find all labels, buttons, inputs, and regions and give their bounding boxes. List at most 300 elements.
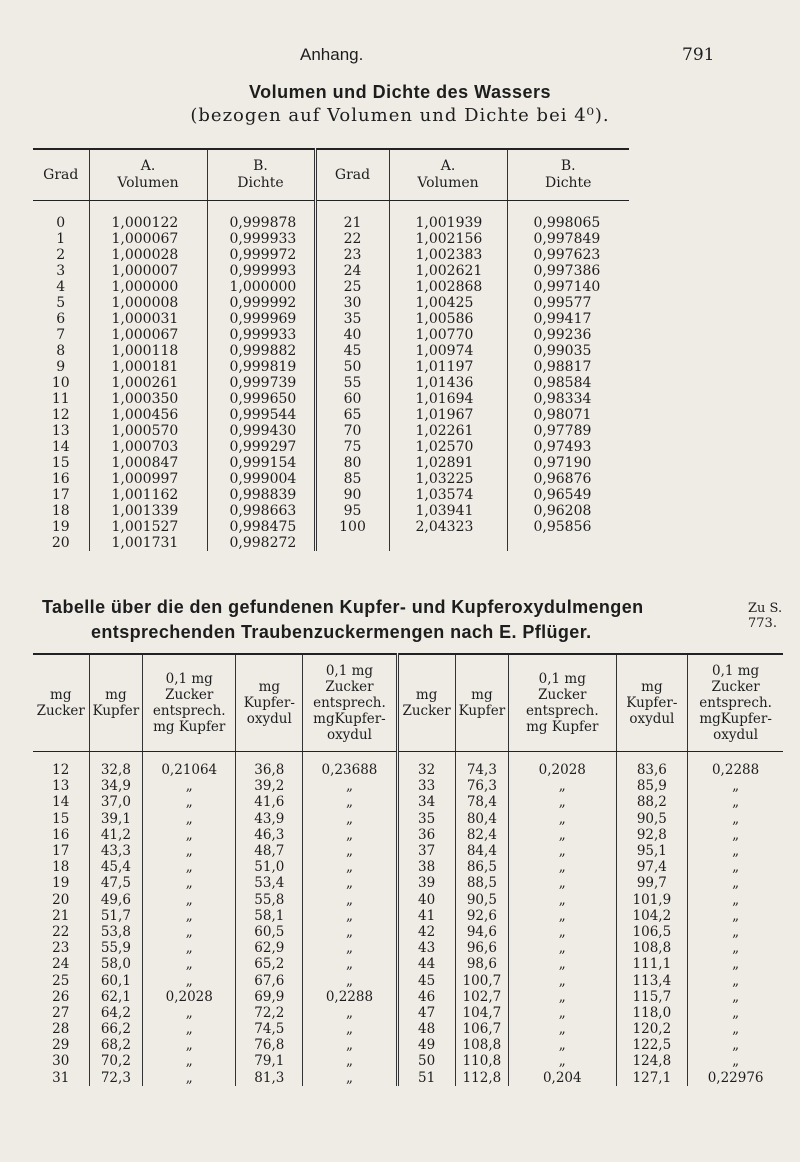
table-cell: 90 [315,487,389,503]
table-cell: 1,01436 [389,375,507,391]
table-cell: 82,4 [455,827,508,843]
table-cell: 20 [52,891,70,908]
table-cell: 34 [397,794,455,810]
table-cell: „ [688,859,783,875]
table-cell: „ [303,1037,397,1053]
table-cell: 25 [315,279,389,295]
table-cell: 0,997140 [507,279,629,295]
table-cell: 95,1 [616,843,688,859]
table-cell: „ [509,940,617,956]
table-cell: 1,002156 [389,231,507,247]
table-cell: 100,7 [455,972,508,988]
table-cell: 30 [52,1053,70,1070]
table-row [33,908,783,924]
table-row [33,391,629,407]
table-cell: 47 [397,1005,455,1021]
table-cell: 50 [397,1053,455,1069]
table-cell: „ [303,859,397,875]
table-row [33,778,783,794]
table-cell: 55,9 [89,940,143,956]
table-row [33,503,629,519]
table-cell: 0,998475 [207,519,315,535]
table-cell: 1,000031 [89,311,207,327]
table-cell: „ [143,875,236,891]
table-cell: „ [688,940,783,956]
table-row [33,1037,783,1053]
table-row [33,247,629,263]
table-cell: „ [303,924,397,940]
header-mg-kupferoxydul: mg Kupfer- oxydul [236,654,303,752]
table-row [33,1070,783,1086]
table-row [33,875,783,891]
table-cell: „ [143,972,236,988]
page-number: 791 [682,45,715,65]
table-cell: 113,4 [616,972,688,988]
header-zucker-per-oxydul: 0,1 mg Zucker entsprech. mgKupfer- oxydul [303,654,397,752]
table-cell: 6 [56,311,66,327]
table-cell: 1,001939 [389,201,507,232]
table-cell: 15 [52,810,70,827]
table-cell: „ [688,956,783,972]
table-cell: 70,2 [89,1053,143,1069]
table-cell: 84,4 [455,843,508,859]
table-cell: 0,999972 [207,247,315,263]
table-cell: „ [688,1037,783,1053]
table-cell: 0,999819 [207,359,315,375]
table-cell: „ [688,989,783,1005]
table-cell: 0,99236 [507,327,629,343]
table-cell: 44 [397,956,455,972]
table-cell: 1,000703 [89,439,207,455]
header-mg-kupfer: mg Kupfer [89,654,143,752]
table-cell: 30 [315,295,389,311]
table-cell: 95 [315,503,389,519]
table-cell: 60,1 [89,972,143,988]
table-cell: 90,5 [616,811,688,827]
table-cell: 3 [56,263,66,279]
table-cell: 0,99417 [507,311,629,327]
table-cell: „ [688,908,783,924]
header-mg-zucker: mg Zucker [33,654,89,752]
table-cell: 24 [52,956,70,973]
table-cell: 49 [397,1037,455,1053]
table-cell: 60,5 [236,924,303,940]
table-cell: 19 [52,875,70,892]
table-row [33,407,629,423]
table-cell: „ [509,778,617,794]
table-row [33,1005,783,1021]
table-cell: „ [303,875,397,891]
table-cell: 0,999739 [207,375,315,391]
table1-subtitle: (bezogen auf Volumen und Dichte bei 4⁰). [190,105,610,126]
table-cell: „ [143,1037,236,1053]
table-cell: 64,2 [89,1005,143,1021]
table-cell: 1,001527 [89,519,207,535]
table-cell: „ [688,1005,783,1021]
table-cell: 1,000118 [89,343,207,359]
table-row [33,423,629,439]
table-cell: 96,6 [455,940,508,956]
table-cell: 83,6 [616,752,688,779]
table-cell: 58,1 [236,908,303,924]
table-cell: 18 [51,503,70,519]
table-cell: „ [688,1053,783,1069]
table-cell: 72,3 [89,1070,143,1086]
table-cell: 1,002621 [389,263,507,279]
table-cell: 36 [397,827,455,843]
table-cell: 0,95856 [507,519,629,535]
table-cell: 122,5 [616,1037,688,1053]
table-row [33,892,783,908]
table-cell: 1,000181 [89,359,207,375]
table-cell: 1 [56,231,66,247]
table-cell: 0,98334 [507,391,629,407]
header-grad: Grad [33,149,89,201]
table-cell: 19 [51,519,70,535]
table-cell: 18 [52,859,70,876]
table-cell [507,535,629,551]
table-cell: 51,0 [236,859,303,875]
table-cell: 4 [56,279,66,295]
table-cell: „ [303,892,397,908]
table-cell: 0,998839 [207,487,315,503]
table-cell: 13 [51,423,70,439]
table-cell: 1,03941 [389,503,507,519]
table-cell: 127,1 [616,1070,688,1086]
table-cell: 0,2028 [143,989,236,1005]
table-cell: 88,2 [616,794,688,810]
table-cell: 74,3 [455,752,508,779]
table-cell: 14 [52,794,70,811]
table-cell: 48,7 [236,843,303,859]
running-header: Anhang. [300,45,364,64]
table-cell: 1,02570 [389,439,507,455]
table-cell: 24 [315,263,389,279]
table-row [33,327,629,343]
table-cell: 55,8 [236,892,303,908]
table-cell: 16 [52,826,70,843]
table-cell: „ [509,843,617,859]
table-row [33,794,783,810]
table-cell: „ [509,1037,617,1053]
table-cell: 1,00425 [389,295,507,311]
header-volumen: A. Volumen [89,149,207,201]
table-cell: „ [143,827,236,843]
table-cell: 10 [51,375,70,391]
table-cell: 76,3 [455,778,508,794]
table-cell: 1,000000 [207,279,315,295]
table-cell: „ [688,778,783,794]
table-cell: 11 [51,391,70,407]
table-cell: 86,5 [455,859,508,875]
table-cell: „ [688,892,783,908]
table-cell: 1,000847 [89,455,207,471]
table-cell: 0,23688 [303,752,397,779]
table-cell: 1,00586 [389,311,507,327]
table-row [33,843,783,859]
table1-body [33,201,629,552]
table-cell: 80,4 [455,811,508,827]
table-row [33,535,629,551]
table-cell: 1,03574 [389,487,507,503]
table-cell: 41,6 [236,794,303,810]
table-cell: 1,000007 [89,263,207,279]
table-cell: „ [509,1005,617,1021]
table-cell: 74,5 [236,1021,303,1037]
table-cell: 1,01694 [389,391,507,407]
table-row [33,471,629,487]
header-dichte-2: B. Dichte [507,149,629,201]
table-cell: „ [509,1053,617,1069]
table-cell: 0,2028 [509,752,617,779]
table-row [33,924,783,940]
table-cell: 0,96208 [507,503,629,519]
table-cell: 2 [56,247,66,263]
table-row [33,811,783,827]
table-cell: 90,5 [455,892,508,908]
table-cell: „ [303,827,397,843]
table-cell: 2,04323 [389,519,507,535]
table-cell: „ [509,859,617,875]
table-cell: 22 [52,923,70,940]
table-cell: 40 [315,327,389,343]
table-cell: 0,96549 [507,487,629,503]
table-cell: 22 [315,231,389,247]
table-cell: 23 [315,247,389,263]
table-cell: 106,7 [455,1021,508,1037]
table-cell: 12 [52,762,70,779]
table-cell: 25 [52,972,70,989]
table-cell: 0,21064 [143,752,236,779]
table-cell: 0,997623 [507,247,629,263]
table-row [33,487,629,503]
table-cell: 0,999297 [207,439,315,455]
table-cell: 0,999430 [207,423,315,439]
table-row [33,940,783,956]
table1-header-row [33,149,629,201]
table-cell: 1,000067 [89,327,207,343]
table-cell: 39 [397,875,455,891]
table-cell: 115,7 [616,989,688,1005]
header-zucker-per-oxydul-2: 0,1 mg Zucker entsprech. mgKupfer- oxydul [688,654,783,752]
table-cell: 1,000067 [89,231,207,247]
table-cell: „ [303,843,397,859]
table-cell: 49,6 [89,892,143,908]
table-cell: 1,02891 [389,455,507,471]
table-row [33,201,629,232]
table-cell: 35 [315,311,389,327]
table-cell: 26 [52,988,70,1005]
table2-body [33,752,783,1086]
table-cell: 34,9 [89,778,143,794]
table-cell: „ [303,1005,397,1021]
table-row [33,279,629,295]
table-cell: 98,6 [455,956,508,972]
kupfer-zucker-table [33,653,783,1086]
table-cell: 17 [51,487,70,503]
table-cell: „ [143,859,236,875]
table-cell: 14 [51,439,70,455]
table-cell: „ [303,794,397,810]
table-cell: 92,8 [616,827,688,843]
table-cell: 1,01967 [389,407,507,423]
table-cell: 51,7 [89,908,143,924]
table-cell: 45 [315,343,389,359]
table-cell: „ [688,924,783,940]
table-cell: 108,8 [455,1037,508,1053]
table-cell: 47,5 [89,875,143,891]
table-cell: „ [143,1070,236,1086]
table-cell: 39,1 [89,811,143,827]
table-cell: 1,000261 [89,375,207,391]
table-cell: „ [688,794,783,810]
table-cell: 104,2 [616,908,688,924]
table-cell: 39,2 [236,778,303,794]
table-cell: 62,9 [236,940,303,956]
table-cell: „ [509,956,617,972]
table-cell: „ [688,1021,783,1037]
table-cell: 67,6 [236,972,303,988]
table-row [33,295,629,311]
table-cell: „ [688,827,783,843]
table-cell: 0,97190 [507,455,629,471]
table-cell: 16 [51,471,70,487]
header-zucker-per-kupfer: 0,1 mg Zucker entsprech. mg Kupfer [143,654,236,752]
table-row [33,231,629,247]
table-cell: 80 [315,455,389,471]
table-cell: 50 [315,359,389,375]
table-cell: „ [509,1021,617,1037]
table-cell: 0,999882 [207,343,315,359]
table-cell: „ [509,892,617,908]
table-cell: 106,5 [616,924,688,940]
table-cell: 29 [52,1037,70,1054]
table-cell: „ [303,956,397,972]
table-cell: 42 [397,924,455,940]
table-cell: „ [303,1021,397,1037]
table-cell: 85,9 [616,778,688,794]
table-cell: „ [509,811,617,827]
table-cell: 0,998065 [507,201,629,232]
table-cell: „ [143,794,236,810]
table-cell: 108,8 [616,940,688,956]
table-cell: 1,03225 [389,471,507,487]
table-cell: 21 [52,907,70,924]
table-row [33,263,629,279]
table-cell: „ [509,827,617,843]
table-cell: 97,4 [616,859,688,875]
table-cell: „ [303,778,397,794]
table-cell: 0,999969 [207,311,315,327]
table-cell: „ [688,811,783,827]
table-cell: 7 [56,327,66,343]
table-cell: 48 [397,1021,455,1037]
table-row [33,519,629,535]
table-row [33,439,629,455]
table-cell: 1,001339 [89,503,207,519]
table-row [33,956,783,972]
table-cell: 45 [397,972,455,988]
table-cell: 37,0 [89,794,143,810]
table-cell: „ [143,843,236,859]
table-cell: 53,8 [89,924,143,940]
table-cell [389,535,507,551]
table-cell: 1,00974 [389,343,507,359]
table-cell: 75 [315,439,389,455]
table-cell: „ [143,811,236,827]
table-cell: 92,6 [455,908,508,924]
page-reference-note: Zu S. 773. [748,601,783,631]
header-grad-2: Grad [315,149,389,201]
table-cell: 0,999154 [207,455,315,471]
table-cell: 43 [397,940,455,956]
table-cell: „ [143,778,236,794]
table-cell: 1,002383 [389,247,507,263]
table-cell: 9 [56,359,66,375]
table-cell: 35 [397,811,455,827]
table-cell: 0,999993 [207,263,315,279]
table-cell: 20 [51,535,70,551]
table-cell: 43,3 [89,843,143,859]
table-cell: 1,000456 [89,407,207,423]
table-cell: 1,002868 [389,279,507,295]
table-row [33,311,629,327]
table-cell: „ [143,908,236,924]
table-cell: „ [143,940,236,956]
table-cell: 0,999650 [207,391,315,407]
table-cell: 13 [52,778,70,795]
table-cell: „ [143,1053,236,1069]
table-cell: 79,1 [236,1053,303,1069]
table-cell: 0,99577 [507,295,629,311]
table-cell: 70 [315,423,389,439]
table-cell: 0,2288 [688,752,783,779]
table-cell: 0 [56,215,66,231]
table-cell: 88,5 [455,875,508,891]
table-cell: 78,4 [455,794,508,810]
table-cell: 65,2 [236,956,303,972]
table-cell: 68,2 [89,1037,143,1053]
table-cell: 1,02261 [389,423,507,439]
table-cell: 41 [397,908,455,924]
table-cell: „ [509,989,617,1005]
table-cell: 0,204 [509,1070,617,1086]
table-cell: 0,97789 [507,423,629,439]
table-row [33,343,629,359]
table-cell: 0,98584 [507,375,629,391]
table-row [33,859,783,875]
table-cell: 99,7 [616,875,688,891]
table-cell: 66,2 [89,1021,143,1037]
table-cell: „ [509,908,617,924]
table-cell: „ [509,924,617,940]
table-cell: 0,997386 [507,263,629,279]
table-cell: 1,000000 [89,279,207,295]
table-cell: 55 [315,375,389,391]
table-cell: 0,999992 [207,295,315,311]
table-cell: „ [303,972,397,988]
table-cell: 76,8 [236,1037,303,1053]
table-row [33,375,629,391]
table-cell: „ [688,875,783,891]
table-cell: 0,98071 [507,407,629,423]
table-cell [315,535,389,551]
table-cell: „ [303,1070,397,1086]
table-cell: 1,000997 [89,471,207,487]
water-volume-density-table [33,148,629,551]
table-cell: „ [303,811,397,827]
table-cell: 69,9 [236,989,303,1005]
